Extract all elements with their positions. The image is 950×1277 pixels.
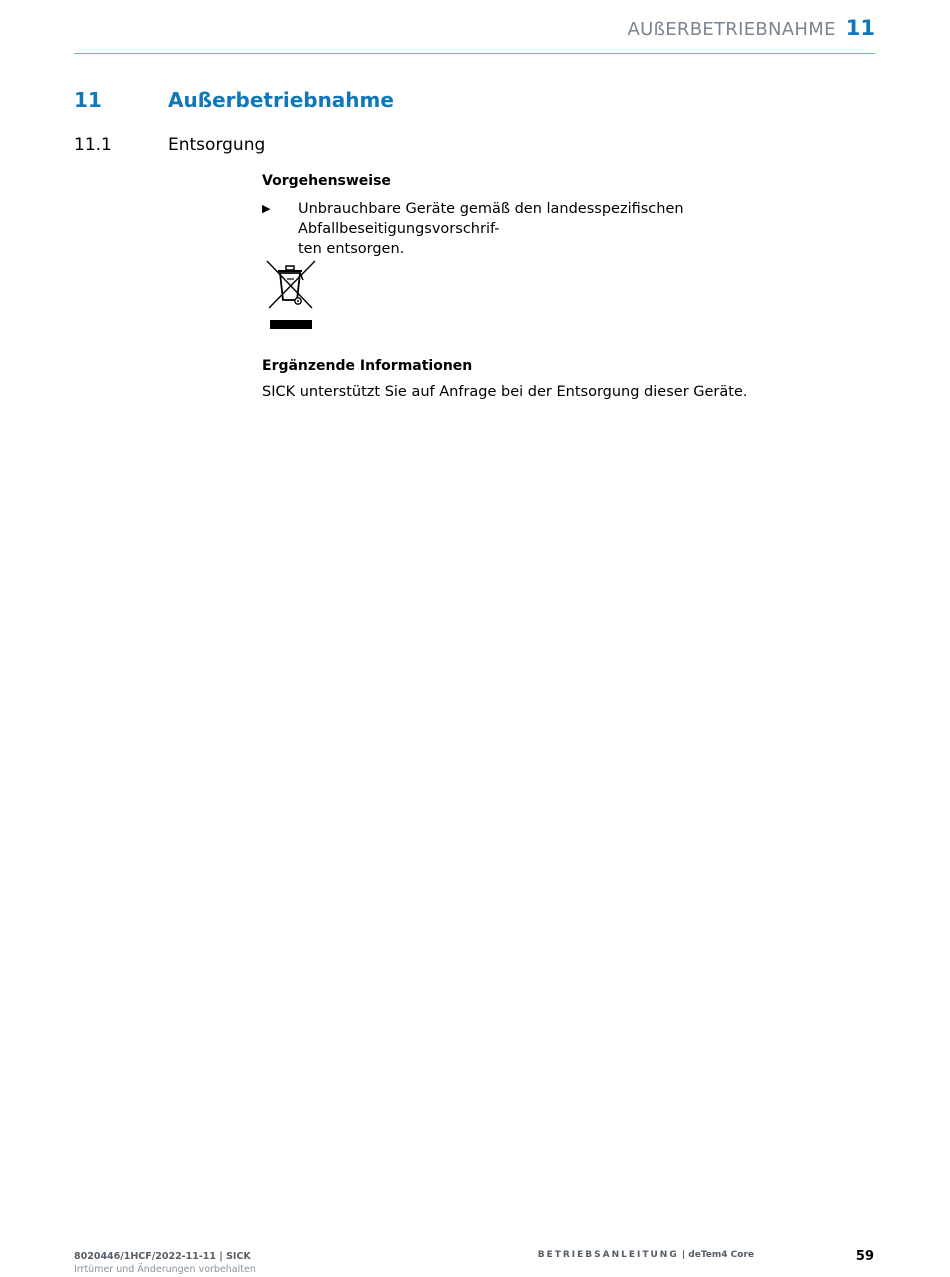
additional-info-heading: Ergänzende Informationen	[262, 358, 473, 374]
header-divider	[74, 53, 875, 54]
footer-left	[74, 1250, 256, 1276]
chapter-heading	[74, 88, 874, 112]
section-heading	[74, 135, 874, 155]
footer-doc-type: BETRIEBSANLEITUNG	[537, 1250, 679, 1260]
page-number: 59	[855, 1249, 874, 1264]
section-title: Entsorgung	[168, 135, 266, 155]
chapter-title: Außerbetriebnahme	[168, 88, 394, 112]
procedure-step	[262, 199, 874, 259]
step-arrow-icon: ▶	[262, 202, 271, 215]
step-text-line-1: Unbrauchbare Geräte gemäß den landesspezifischen Abfallbeseitigungsvorschrif-	[298, 201, 684, 237]
running-header-title: AUßERBETRIEBNAHME	[627, 19, 836, 40]
footer-product: deTem4 Core	[688, 1250, 754, 1260]
running-header-chapter-number: 11	[845, 16, 875, 40]
running-header	[627, 16, 875, 40]
step-text-line-2: ten entsorgen.	[298, 241, 405, 257]
procedure-heading: Vorgehensweise	[262, 173, 391, 189]
weee-crossed-bin-icon	[264, 258, 318, 332]
footer-doc-title	[538, 1250, 754, 1260]
footer-separator: |	[678, 1250, 689, 1260]
footer-document-id: 8020446/1HCF/2022-11-11 | SICK	[74, 1251, 251, 1262]
section-number: 11.1	[74, 135, 112, 155]
procedure-block	[262, 173, 874, 259]
additional-info-block	[262, 358, 874, 402]
step-text	[298, 199, 874, 259]
chapter-number: 11	[74, 88, 102, 112]
additional-info-text: SICK unterstützt Sie auf Anfrage bei der Entsorgung dieser Geräte.	[262, 384, 748, 400]
footer-disclaimer: Irrtümer und Änderungen vorbehalten	[74, 1264, 256, 1275]
